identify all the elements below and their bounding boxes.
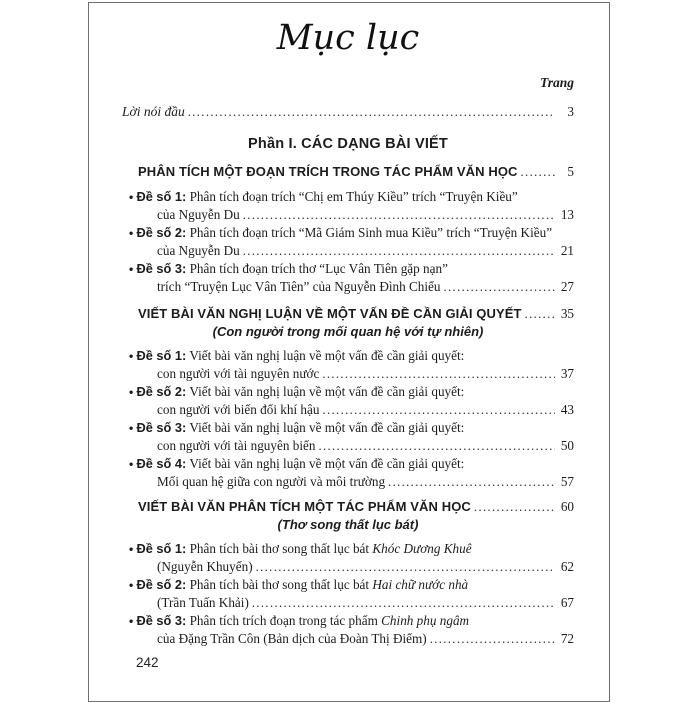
dot-leader (318, 437, 555, 455)
work-title: Chinh phụ ngâm (381, 613, 470, 628)
entry-text-continued: của Đặng Trần Côn (Bản dịch của Đoàn Thị Điểm) (157, 631, 427, 646)
entry-label: Đề số 3: (136, 613, 187, 628)
bullet-icon: • (129, 457, 134, 471)
page-number: 3 (567, 104, 574, 119)
entry-label: Đề số 4: (136, 456, 187, 471)
footer-page-number: 242 (136, 655, 159, 670)
work-title: Khóc Dương Khuê (372, 541, 472, 556)
section-heading-label: VIẾT BÀI VĂN NGHỊ LUẬN VỀ MỘT VẤN ĐỀ CẦN GIẢI QUYẾT (138, 306, 522, 321)
dot-leader (252, 594, 555, 612)
page-number: 72 (560, 631, 574, 646)
dot-leader (521, 163, 555, 181)
entry-text: Phân tích trích đoạn trong tác phẩm (189, 613, 378, 628)
entry-label: Đề số 3: (136, 420, 187, 435)
bullet-icon: • (129, 349, 134, 363)
section-heading-1 (138, 163, 574, 181)
page-number: 57 (560, 474, 574, 489)
entry-text-continued: (Nguyễn Khuyến) (157, 559, 253, 574)
toc-entry (129, 540, 574, 576)
section-heading-3 (138, 498, 574, 516)
entry-text: Viết bài văn nghị luận về một vấn đề cần giải quyết: (189, 420, 465, 435)
column-header-trang: Trang (539, 75, 574, 90)
bullet-icon: • (129, 542, 134, 556)
toc-entry (129, 188, 574, 224)
section-heading-label: PHÂN TÍCH MỘT ĐOẠN TRÍCH TRONG TÁC PHẨM VĂN HỌC (138, 164, 518, 179)
page-number: 43 (560, 402, 574, 417)
entry-text: Phân tích bài thơ song thất lục bát (189, 541, 370, 556)
entry-label: Đề số 2: (136, 384, 187, 399)
entry-label: Đề số 2: (136, 577, 187, 592)
entry-text: Viết bài văn nghị luận về một vấn đề cần giải quyết: (189, 384, 465, 399)
section-2-entries (129, 347, 574, 491)
entry-text-continued: con người với tài nguyên biển (157, 438, 316, 453)
entry-label: Đề số 1: (136, 189, 187, 204)
bullet-icon: • (129, 578, 134, 592)
section-heading-2 (138, 305, 574, 323)
bullet-icon: • (129, 226, 134, 240)
page-number: 60 (560, 499, 574, 514)
work-title: Hai chữ nước nhà (372, 577, 469, 592)
entry-label: Đề số 2: (136, 225, 187, 240)
entry-text: Viết bài văn nghị luận về một vấn đề cần giải quyết: (189, 348, 465, 363)
page-number: 50 (560, 438, 574, 453)
dot-leader (243, 206, 555, 224)
dot-leader (474, 498, 555, 516)
bullet-icon: • (129, 614, 134, 628)
entry-label: Đề số 1: (136, 541, 187, 556)
dot-leader (322, 401, 555, 419)
page-number: 27 (560, 279, 574, 294)
page-number: 5 (567, 164, 574, 179)
entry-text-continued: (Trần Tuấn Khải) (157, 595, 249, 610)
entry-text-continued: con người với tài nguyên nước (157, 366, 320, 381)
page-number: 21 (560, 243, 574, 258)
entry-text-continued: của Nguyễn Du (157, 243, 240, 258)
entry-text-continued: con người với biến đổi khí hậu (157, 402, 320, 417)
dot-leader (388, 473, 555, 491)
page-number: 35 (560, 306, 574, 321)
entry-text: Phân tích đoạn trích “Chị em Thúy Kiều” trích “Truyện Kiều” (189, 189, 518, 204)
toc-entry (129, 419, 574, 455)
section-subtitle: (Con người trong mối quan hệ với tự nhiên) (212, 324, 484, 339)
page-number: 13 (560, 207, 574, 222)
book-page (88, 2, 610, 702)
entry-text: Phân tích đoạn trích “Mã Giám Sinh mua Kiều” trích “Truyện Kiều” (189, 225, 553, 240)
section-1-entries (129, 188, 574, 296)
toc-entry (129, 383, 574, 419)
bullet-icon: • (129, 385, 134, 399)
dot-leader (444, 278, 556, 296)
dot-leader (525, 305, 555, 323)
bullet-icon: • (129, 190, 134, 204)
toc-entry (129, 612, 574, 648)
toc-entry (129, 260, 574, 296)
entry-text-continued: của Nguyễn Du (157, 207, 240, 222)
entry-text: Phân tích bài thơ song thất lục bát (189, 577, 370, 592)
toc-content (89, 3, 609, 648)
toc-entry (129, 224, 574, 260)
section-heading-label: VIẾT BÀI VĂN PHÂN TÍCH MỘT TÁC PHẨM VĂN HỌC (138, 499, 471, 514)
dot-leader (430, 630, 555, 648)
dot-leader (322, 365, 555, 383)
toc-row-intro (122, 103, 574, 121)
dot-leader (256, 558, 555, 576)
toc-entry (129, 576, 574, 612)
section-subtitle: (Thơ song thất lục bát) (277, 517, 419, 532)
toc-entry (129, 455, 574, 491)
bullet-icon: • (129, 262, 134, 276)
entry-text: Viết bài văn nghị luận về một vấn đề cần giải quyết: (189, 456, 465, 471)
toc-entry (129, 347, 574, 383)
bullet-icon: • (129, 421, 134, 435)
entry-text-continued: Mối quan hệ giữa con người và môi trường (157, 474, 386, 489)
entry-text: Phân tích đoạn trích thơ “Lục Vân Tiên gặp nạn” (189, 261, 448, 276)
page-title: Mục lục (276, 18, 420, 58)
page-number: 62 (560, 559, 574, 574)
dot-leader (243, 242, 555, 260)
entry-label: Đề số 3: (136, 261, 187, 276)
intro-label: Lời nói đầu (122, 104, 185, 119)
section-3-entries (129, 540, 574, 648)
page-number: 37 (560, 366, 574, 381)
entry-text-continued: trích “Truyện Lục Vân Tiên” của Nguyễn Đình Chiểu (157, 279, 441, 294)
entry-label: Đề số 1: (136, 348, 187, 363)
part-heading: Phần I. CÁC DẠNG BÀI VIẾT (248, 136, 448, 152)
page-number: 67 (560, 595, 574, 610)
dot-leader (188, 103, 555, 121)
